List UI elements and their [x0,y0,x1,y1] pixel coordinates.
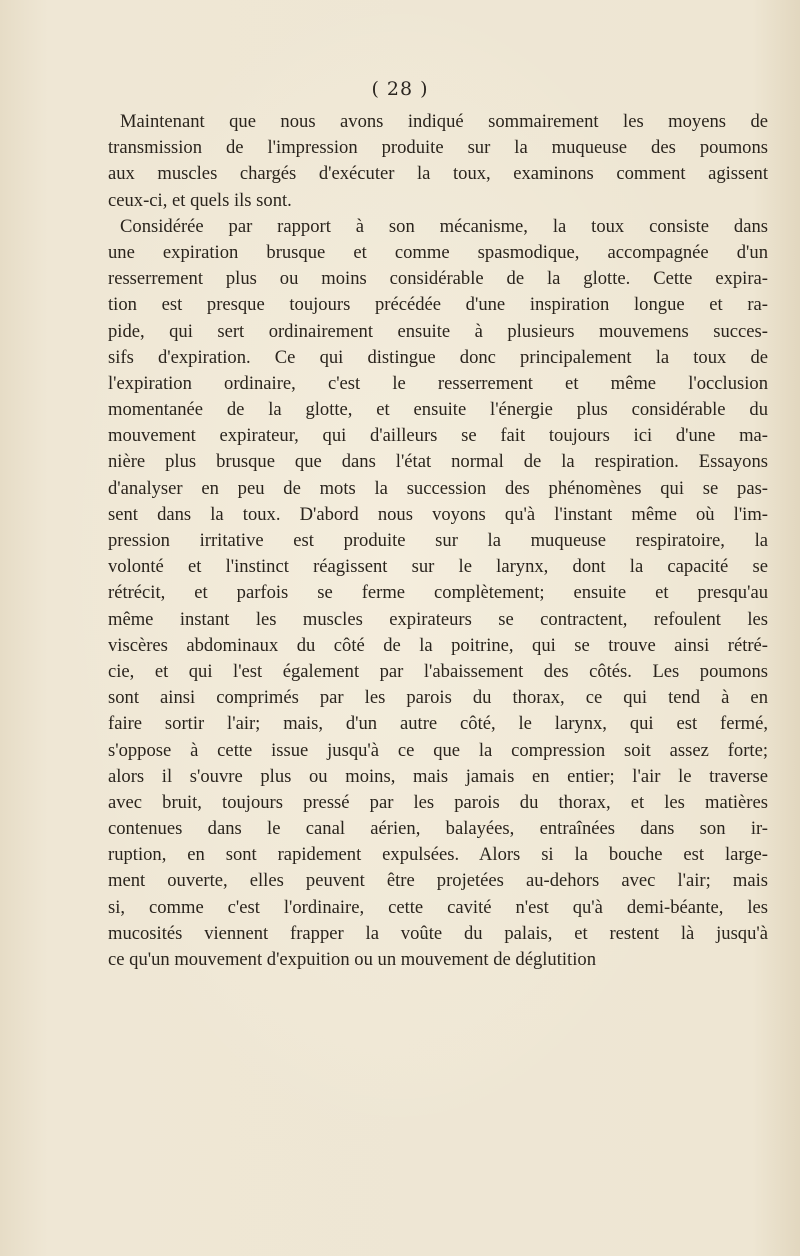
text-line: mouvement expirateur, qui d'ailleurs se fait toujours ici d'une ma- [108,425,768,447]
text-line: ment ouverte, elles peuvent être projetées au-dehors avec l'air; mais [108,870,768,892]
text-line: tion est presque toujours précédée d'une inspiration longue et ra- [108,294,768,316]
text-line: transmission de l'impression produite sur la muqueuse des poumons [108,137,768,159]
text-line: pide, qui sert ordinairement ensuite à plusieurs mouvemens succes- [108,320,768,342]
text-line: rétrécit, et parfois se ferme complètement; ensuite et presqu'au [108,582,768,604]
text-line: même instant les muscles expirateurs se contractent, refoulent les [108,608,768,630]
text-line: resserrement plus ou moins considérable de la glotte. Cette expira- [108,268,768,290]
text-line: momentanée de la glotte, et ensuite l'énergie plus considérable du [108,399,768,421]
text-line: sont ainsi comprimés par les parois du thorax, ce qui tend à en [108,687,768,709]
text-line: Considérée par rapport à son mécanisme, la toux consiste dans [120,215,768,237]
paragraph-2 [108,214,768,973]
text-line: faire sortir l'air; mais, d'un autre côté, le larynx, qui est fermé, [108,713,768,735]
text-line: contenues dans le canal aérien, balayées, entraînées dans son ir- [108,818,768,840]
text-line: Maintenant que nous avons indiqué sommairement les moyens de [120,111,768,132]
text-line: cie, et qui l'est également par l'abaissement des côtés. Les poumons [108,660,768,682]
text-line: avec bruit, toujours pressé par les parois du thorax, et les matières [108,791,768,813]
text-line: une expiration brusque et comme spasmodique, accompagnée d'un [108,241,768,263]
text-line: nière plus brusque que dans l'état normal de la respiration. Essayons [108,451,768,473]
text-line: ceux-ci, et quels ils sont. [108,189,292,211]
text-line: ce qu'un mouvement d'expuition ou un mouvement de déglutition [108,949,596,970]
text-line: s'oppose à cette issue jusqu'à ce que la compression soit assez forte; [108,739,768,761]
page-number: ( 28 ) [371,78,429,100]
text-line: aux muscles chargés d'exécuter la toux, examinons comment agissent [108,163,768,185]
text-line: si, comme c'est l'ordinaire, cette cavité n'est qu'à demi-béante, les [108,896,768,918]
text-line: pression irritative est produite sur la muqueuse respiratoire, la [108,530,768,551]
body-text [108,109,768,973]
text-line: mucosités viennent frapper la voûte du palais, et restent là jusqu'à [108,922,768,944]
text-line: alors il s'ouvre plus ou moins, mais jamais en entier; l'air le traverse [108,765,768,787]
text-line: viscères abdominaux du côté de la poitrine, qui se trouve ainsi rétré- [108,634,768,656]
text-line: sifs d'expiration. Ce qui distingue donc principalement la toux de [108,346,768,368]
text-line: volonté et l'instinct réagissent sur le larynx, dont la capacité se [108,556,768,578]
text-line: l'expiration ordinaire, c'est le resserrement et même l'occlusion [108,372,768,394]
text-line: d'analyser en peu de mots la succession des phénomènes qui se pas- [108,477,768,499]
paragraph-1 [108,109,768,214]
text-line: ruption, en sont rapidement expulsées. Alors si la bouche est large- [108,844,768,866]
text-line: sent dans la toux. D'abord nous voyons qu'à l'instant même où l'im- [108,503,768,525]
